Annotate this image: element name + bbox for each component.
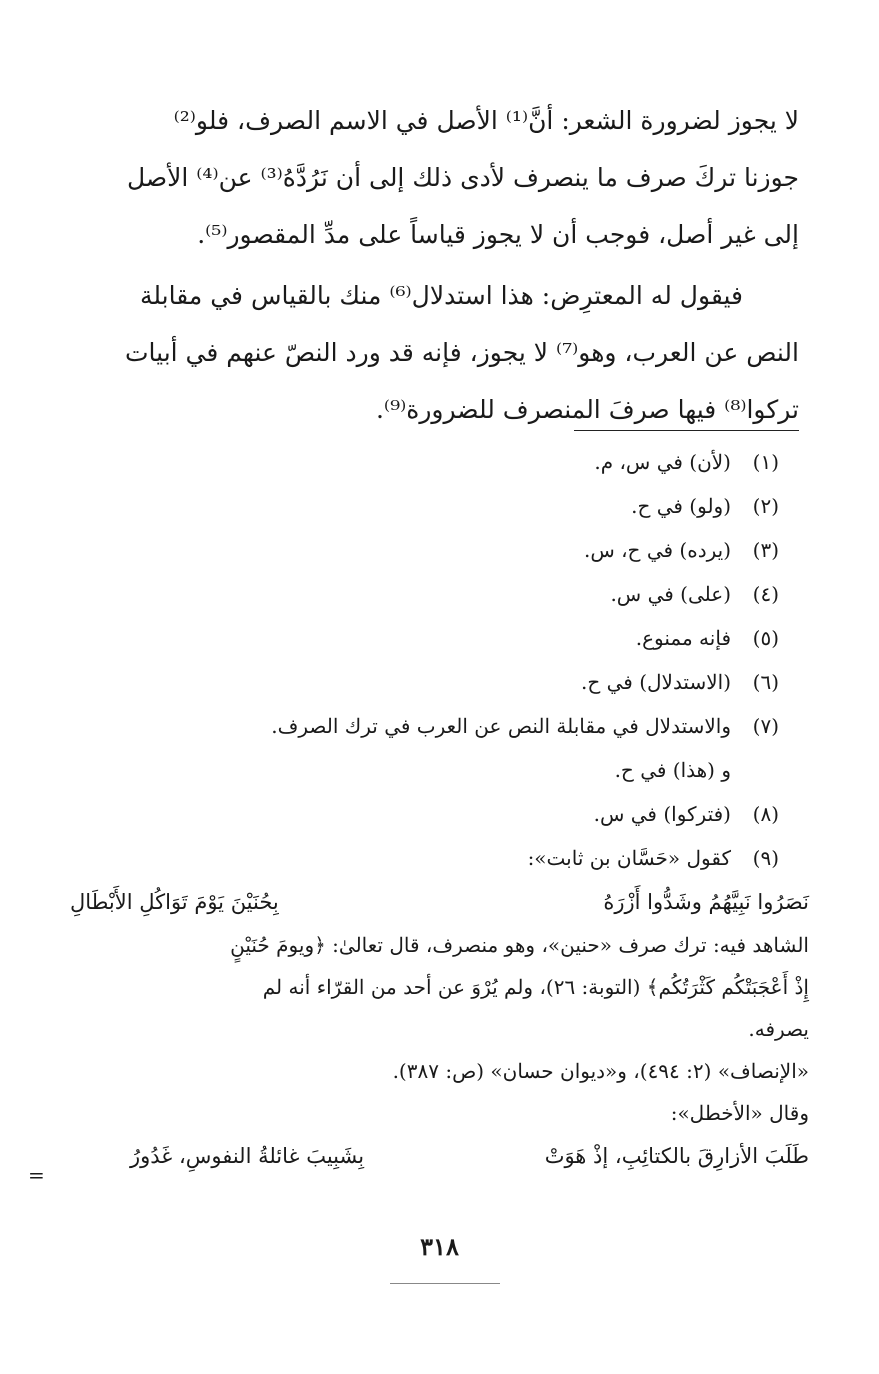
footnote-text: والاستدلال في مقابلة النص عن العرب في ترك الصرف. (271, 714, 731, 738)
commentary-line-1: الشاهد فيه: ترك صرف «حنين»، وهو منصرف، قال تعالىٰ: ﴿ويومَ حُنَيْنٍ (230, 933, 809, 957)
footnote-number: (٦) (752, 670, 779, 694)
paragraph-1-line-2: جوزنا تركَ صرف ما ينصرف لأدى ذلك إلى أن نَرُدَّهُ⁽³⁾ عن⁽⁴⁾ الأصل (126, 163, 799, 192)
footnote-text: (لأن) في س، م. (594, 450, 731, 474)
verse-first-hemistich: نَصَرُوا نَبِيَّهُمُ وشَدُّوا أَزْرَهُ (603, 890, 809, 914)
verse-hassan (70, 880, 809, 924)
footnote-number: (٨) (752, 802, 779, 826)
paragraph-2 (70, 267, 799, 438)
paragraph-1 (70, 92, 799, 263)
footnote-number: (٢) (752, 494, 779, 518)
paragraph-2-line-1: فيقول له المعترِض: هذا استدلال⁽⁶⁾ منك بالقياس في مقابلة (139, 281, 743, 310)
footnote-text: (على) في س. (610, 582, 731, 606)
akhtal-intro: وقال «الأخطل»: (670, 1101, 809, 1125)
footnote-separator (574, 430, 799, 431)
references (70, 1050, 809, 1134)
main-text (70, 92, 799, 438)
footnote-text: فإنه ممنوع. (635, 626, 731, 650)
commentary-line-2: إِذْ أَعْجَبَتْكُم كَثْرَتُكُم﴾ (التوبة: ٢٦)، ولم يُرْوَ عن أحد من القرّاء أنه لم (262, 975, 809, 999)
footnote-2 (70, 484, 779, 528)
paragraph-1-line-1: لا يجوز لضرورة الشعر: أنَّ⁽¹⁾ الأصل في الاسم الصرف، فلو⁽²⁾ (173, 106, 799, 135)
footnote-9 (70, 836, 779, 880)
footnote-3 (70, 528, 779, 572)
continuation-mark: = (28, 1163, 45, 1187)
footnote-8 (70, 792, 779, 836)
bottom-rule (390, 1283, 500, 1284)
footnote-number: (١) (752, 450, 779, 474)
verse-second-hemistich: بِشَبِيبَ غائلةُ النفوسِ، غَدُورُ (130, 1144, 365, 1168)
footnote-number: (٣) (752, 538, 779, 562)
paragraph-1-line-3: إلى غير أصل، فوجب أن لا يجوز قياساً على مدِّ المقصور⁽⁵⁾. (197, 220, 799, 249)
verse-akhtal (130, 1134, 809, 1178)
footnote-text: (يرده) في ح، س. (583, 538, 731, 562)
paragraph-2-line-3: تركوا⁽⁸⁾ فيها صرفَ المنصرف للضرورة⁽⁹⁾. (375, 395, 799, 424)
page-number: ٣١٨ (420, 1232, 459, 1261)
footnote-number: (٧) (752, 714, 779, 738)
footnote-4 (70, 572, 779, 616)
footnote-7 (70, 704, 779, 748)
references-line: «الإنصاف» (٢: ٤٩٤)، و«ديوان حسان» (ص: ٣٨٧). (392, 1059, 809, 1083)
footnote-text: كقول «حَسَّان بن ثابت»: (527, 846, 731, 870)
footnote-text: (ولو) في ح. (631, 494, 731, 518)
verse-second-hemistich: بِحُنَيْنَ يَوْمَ تَوَاكُلِ الأَبْطَالِ (70, 890, 279, 914)
verse-first-hemistich: طَلَبَ الأزارِقَ بالكتائِبِ، إذْ هَوَتْ (544, 1144, 809, 1168)
footnotes (70, 440, 809, 1178)
footnote-number: (٤) (752, 582, 779, 606)
commentary (70, 924, 809, 1050)
footnote-7-continuation: و (هذا) في ح. (614, 758, 731, 782)
footnote-6 (70, 660, 779, 704)
commentary-line-3: يصرفه. (748, 1017, 809, 1041)
footnote-1 (70, 440, 779, 484)
footnote-text: (فتركوا) في س. (593, 802, 731, 826)
paragraph-2-line-2: النص عن العرب، وهو⁽⁷⁾ لا يجوز، فإنه قد ورد النصّ عنهم في أبيات (125, 338, 799, 367)
footnote-5 (70, 616, 779, 660)
footnote-number: (٥) (752, 626, 779, 650)
footnote-text: (الاستدلال) في ح. (580, 670, 731, 694)
footnote-number: (٩) (752, 846, 779, 870)
